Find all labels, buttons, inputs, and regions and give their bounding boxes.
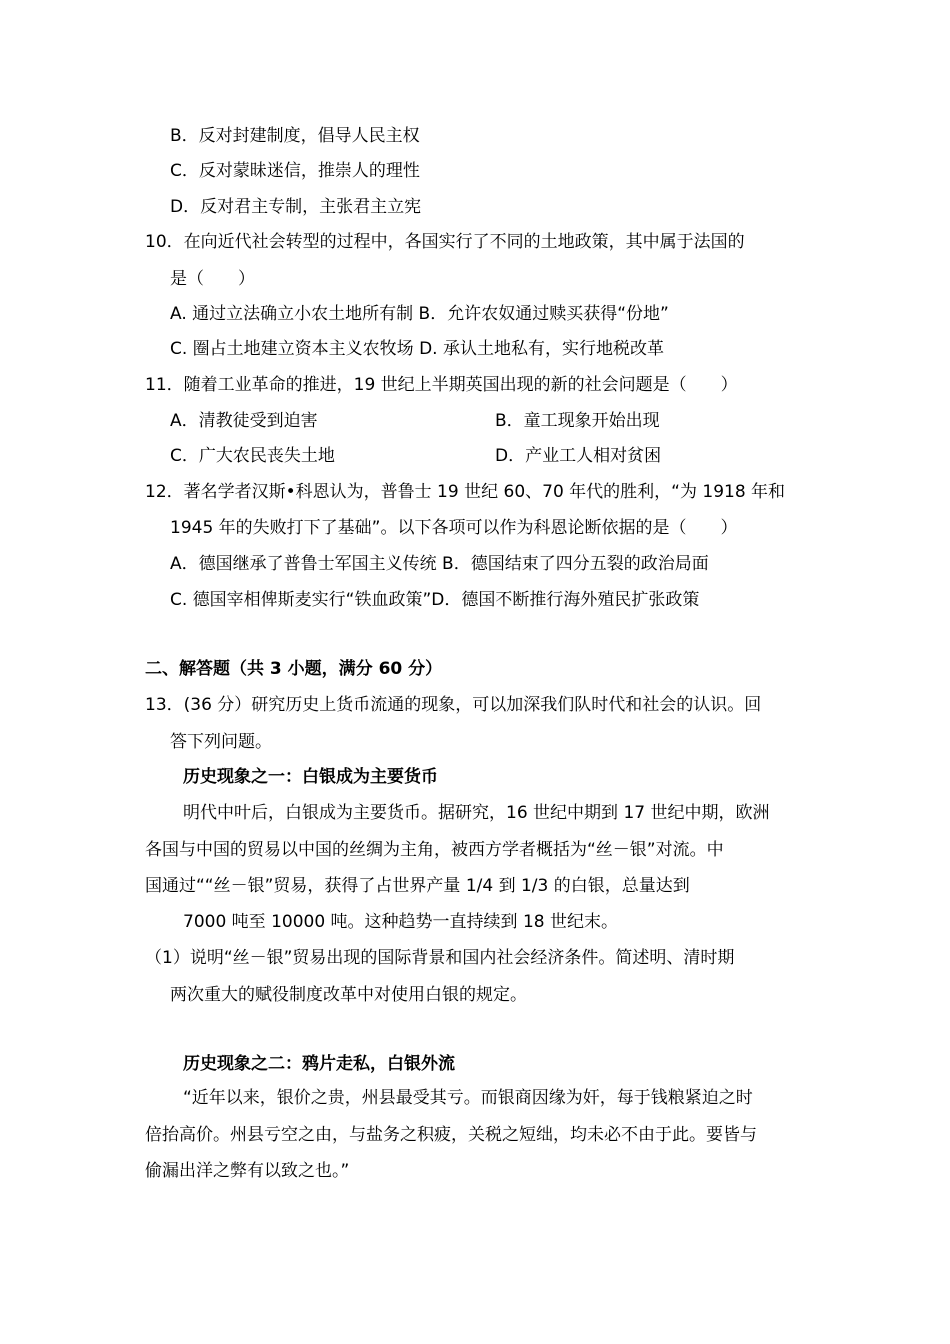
q13-sub1-line1: （1）说明“丝－银”贸易出现的国际背景和国内社会经济条件。简述明、清时期 xyxy=(145,948,735,968)
phenomenon1-title: 历史现象之一：白银成为主要货币 xyxy=(183,767,438,787)
phenomenon1-line4: 7000 吨至 10000 吨。这种趋势一直持续到 18 世纪末。 xyxy=(183,912,618,932)
q10-stem-line1: 10．在向近代社会转型的过程中，各国实行了不同的土地政策，其中属于法国的 xyxy=(145,232,745,252)
q12-stem-line2: 1945 年的失败打下了基础”。以下各项可以作为科恩论断依据的是（ ） xyxy=(170,518,738,538)
q11-option-a: A．清教徒受到迫害 xyxy=(170,411,318,431)
q12-stem-line1: 12．著名学者汉斯•科恩认为，普鲁士 19 世纪 60、70 年代的胜利，“为 1918 年和 xyxy=(145,482,786,502)
q10-options-ab: A. 通过立法确立小农土地所有制 B．允许农奴通过赎买获得“份地” xyxy=(170,304,669,324)
section2-heading: 二、解答题（共 3 小题，满分 60 分） xyxy=(145,659,443,679)
phenomenon2-line1: “近年以来，银价之贵，州县最受其亏。而银商因缘为奸，每于钱粮紧迫之时 xyxy=(183,1088,753,1108)
q11-stem: 11．随着工业革命的推进，19 世纪上半期英国出现的新的社会问题是（ ） xyxy=(145,375,738,395)
q11-option-b: B．童工现象开始出现 xyxy=(495,411,660,431)
q11-option-d: D．产业工人相对贫困 xyxy=(495,446,662,466)
q9-option-d: D．反对君主专制，主张君主立宪 xyxy=(170,197,422,217)
phenomenon1-line2: 各国与中国的贸易以中国的丝绸为主角，被西方学者概括为“丝－银”对流。中 xyxy=(145,840,724,860)
q13-sub1-line2: 两次重大的赋役制度改革中对使用白银的规定。 xyxy=(170,985,527,1005)
q10-options-cd: C. 圈占土地建立资本主义农牧场 D. 承认土地私有，实行地税改革 xyxy=(170,339,664,359)
q12-options-ab: A．德国继承了普鲁士军国主义传统 B．德国结束了四分五裂的政治局面 xyxy=(170,554,709,574)
phenomenon1-line1: 明代中叶后，白银成为主要货币。据研究，16 世纪中期到 17 世纪中期，欧洲 xyxy=(183,803,770,823)
phenomenon2-title: 历史现象之二：鸦片走私，白银外流 xyxy=(183,1054,455,1074)
q9-option-c: C．反对蒙昧迷信，推崇人的理性 xyxy=(170,161,420,181)
q11-option-c: C．广大农民丧失土地 xyxy=(170,446,335,466)
q12-options-cd: C. 德国宰相俾斯麦实行“铁血政策”D．德国不断推行海外殖民扩张政策 xyxy=(170,590,700,610)
phenomenon2-line3: 偷漏出洋之弊有以致之也。” xyxy=(145,1161,350,1181)
q13-stem-line2: 答下列问题。 xyxy=(170,732,272,752)
q10-stem-line2: 是（ ） xyxy=(170,269,255,289)
phenomenon1-line3: 国通过““丝－银”贸易，获得了占世界产量 1/4 到 1/3 的白银，总量达到 xyxy=(145,876,690,896)
phenomenon2-line2: 倍抬高价。州县亏空之由，与盐务之积疲，关税之短绌，均未必不由于此。要皆与 xyxy=(145,1125,757,1145)
q13-stem-line1: 13．(36 分）研究历史上货币流通的现象，可以加深我们队时代和社会的认识。回 xyxy=(145,695,762,715)
q9-option-b: B．反对封建制度，倡导人民主权 xyxy=(170,126,420,146)
